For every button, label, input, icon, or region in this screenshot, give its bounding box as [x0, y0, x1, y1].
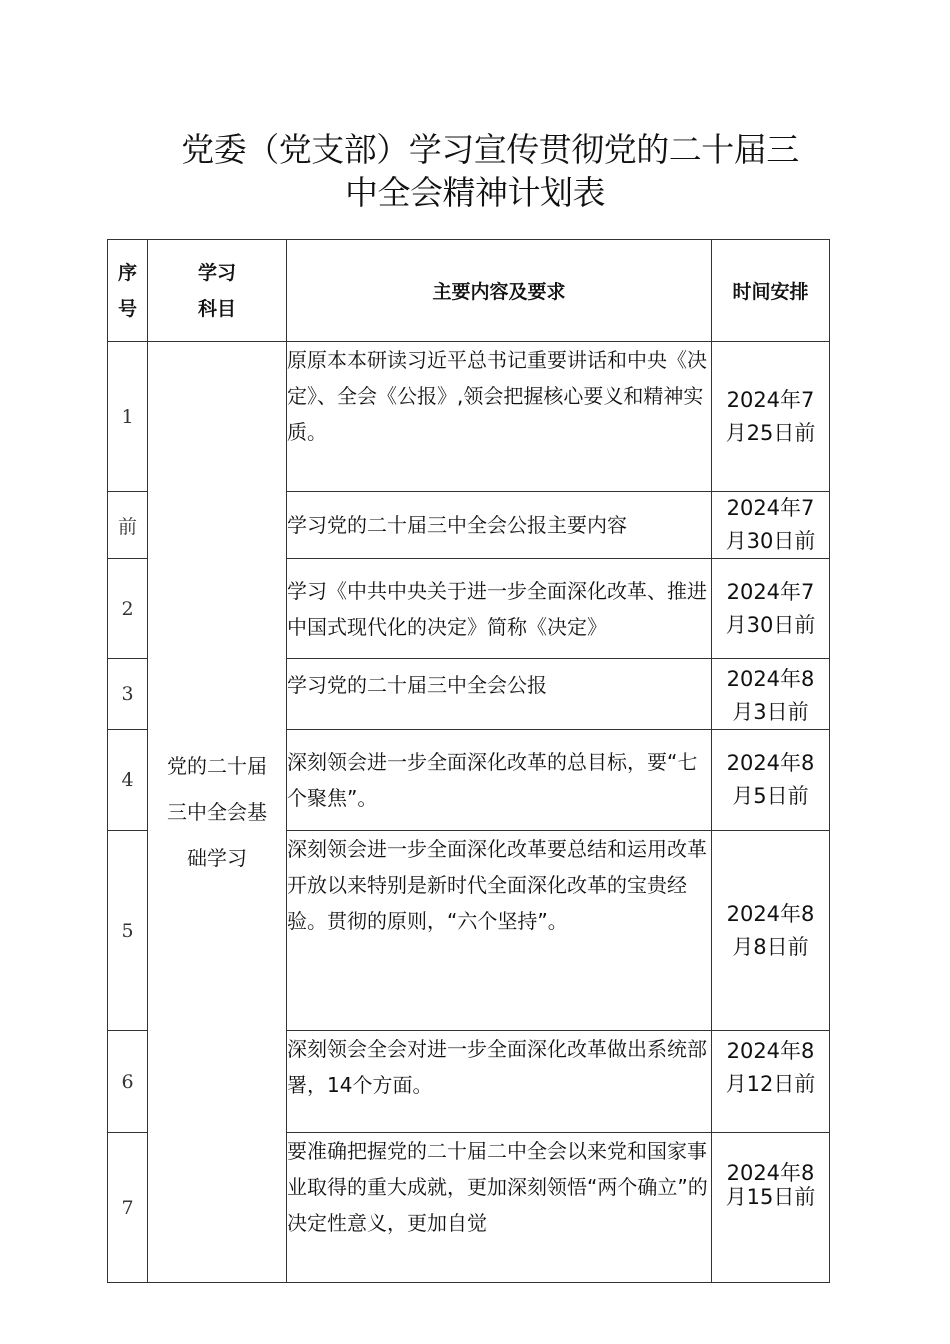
row-time: 2024年7 月30日前 — [712, 492, 830, 559]
subject-line-1: 党的二十届 — [167, 754, 267, 778]
header-time: 时间安排 — [712, 240, 830, 342]
plan-table — [107, 239, 830, 1283]
row-content: 原原本本研读习近平总书记重要讲话和中央《决定》、全会《公报》,领会把握核心要义和精神实质。 — [287, 342, 712, 492]
row-content: 学习党的二十届三中全会公报 — [287, 659, 712, 730]
row-time: 2024年8 月8日前 — [712, 831, 830, 1031]
row-time: 2024年8 月15日前 — [712, 1133, 830, 1283]
row-number: 4 — [108, 730, 148, 831]
header-subject: 学习 科目 — [148, 240, 287, 342]
row-number: 3 — [108, 659, 148, 730]
header-seq: 序 号 — [108, 240, 148, 342]
row-number: 2 — [108, 559, 148, 659]
subject-line-2: 三中全会基 — [167, 800, 267, 824]
header-content: 主要内容及要求 — [287, 240, 712, 342]
row-content: 深刻领会全会对进一步全面深化改革做出系统部署，14个方面。 — [287, 1031, 712, 1133]
subject-line-3: 础学习 — [187, 846, 247, 870]
row-number: 前 — [108, 492, 148, 559]
document-title — [0, 128, 950, 214]
row-number: 5 — [108, 831, 148, 1031]
row-time: 2024年8 月12日前 — [712, 1031, 830, 1133]
row-time: 2024年8 月5日前 — [712, 730, 830, 831]
title-line-2: 中全会精神计划表 — [345, 173, 605, 212]
row-number: 6 — [108, 1031, 148, 1133]
row-content: 学习党的二十届三中全会公报主要内容 — [287, 492, 712, 559]
row-content: 要准确把握党的二十届二中全会以来党和国家事业取得的重大成就，更加深刻领悟“两个确立”的决定性意义，更加自觉 — [287, 1133, 712, 1283]
row-number: 7 — [108, 1133, 148, 1283]
header-row — [108, 240, 830, 342]
row-time: 2024年7 月30日前 — [712, 559, 830, 659]
row-time: 2024年7 月25日前 — [712, 342, 830, 492]
subject-cell — [148, 342, 287, 1283]
row-content: 深刻领会进一步全面深化改革的总目标，要“七个聚焦”。 — [287, 730, 712, 831]
row-content: 学习《中共中央关于进一步全面深化改革、推进中国式现代化的决定》简称《决定》 — [287, 559, 712, 659]
title-line-1: 党委（党支部）学习宣传贯彻党的二十届三 — [181, 130, 799, 169]
row-time: 2024年8 月3日前 — [712, 659, 830, 730]
row-number: 1 — [108, 342, 148, 492]
row-content: 深刻领会进一步全面深化改革要总结和运用改革开放以来特别是新时代全面深化改革的宝贵经验。贯彻的原则，“六个坚持”。 — [287, 831, 712, 1031]
table-row — [108, 342, 830, 492]
